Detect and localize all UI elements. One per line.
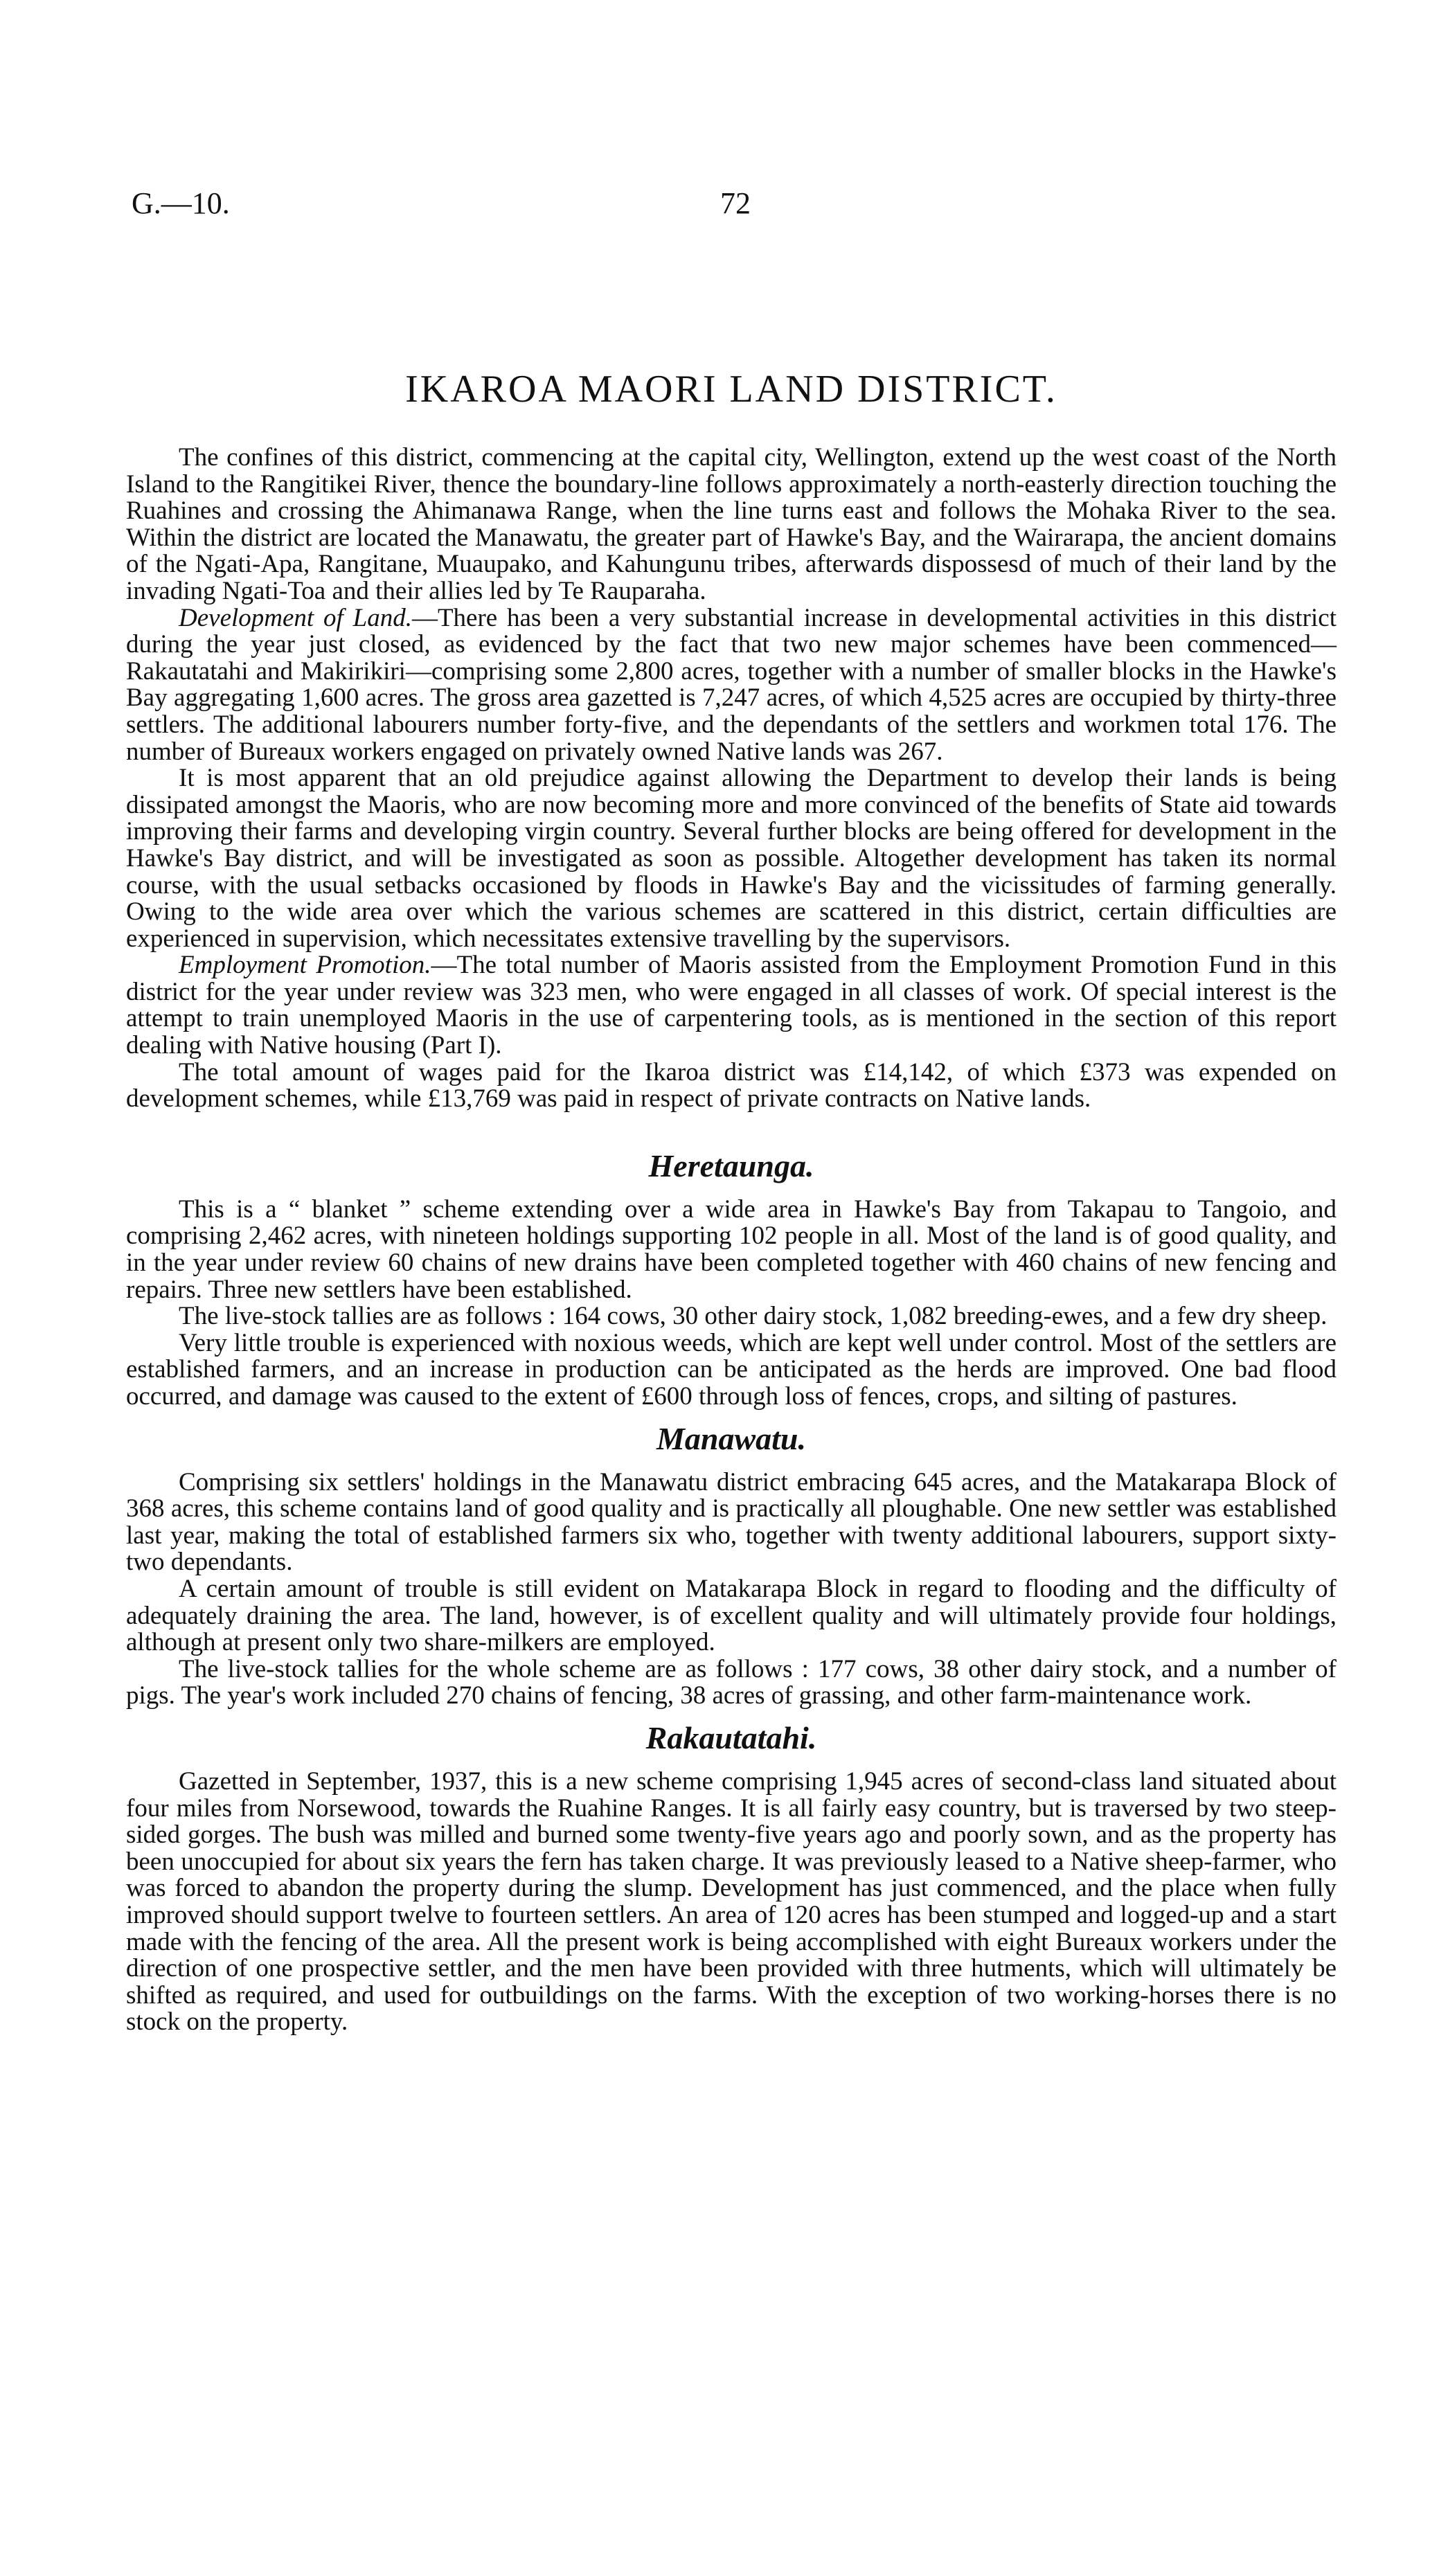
section-paragraph: Very little trouble is experienced with noxious weeds, which are kept well under control. Most of the settlers are established farmers, and an increase in production can be anticipated as the herds are improved. One bad flood occurred, and damage was caused to the extent of £600 through loss of fences, crops, and silting of pastures.	[126, 1328, 1337, 1411]
section-paragraph: Comprising six settlers' holdings in the Manawatu district embracing 645 acres, and the Matakarapa Block of 368 acres, this scheme contains land of good quality and is practically all ploughable. One new settler was established last year, making the total of established farmers six who, together with twenty additional labourers, support sixty-two dependants.	[126, 1467, 1337, 1577]
page-title: IKAROA MAORI LAND DISTRICT.	[405, 368, 1057, 411]
page-content	[126, 367, 1337, 2036]
intro-paragraph: The confines of this district, commencing at the capital city, Wellington, extend up the west coast of the North Island to the Rangitikei River, thence the boundary-line follows approximately a north-easterly direction touching the Ruahines and crossing the Ahimanawa Range, when the line turns east and follows the Mohaka River to the sea. Within the district are located the Manawatu, the greater part of Hawke's Bay, and the Wairarapa, the ancient domains of the Ngati-Apa, Rangitane, Muaupako, and Kahungunu tribes, afterwards dispossesd of much of their land by the invading Ngati-Toa and their allies led by Te Rauparaha.	[126, 443, 1337, 605]
section-heading-manawatu: Manawatu.	[656, 1420, 807, 1456]
employment-promotion-paragraph: Employment Promotion.—The total number of Maoris assisted from the Employment Promotion Fund in this district for the year under review was 323 men, who were engaged in all classes of work. Of special interest is the attempt to train unemployed Maoris in the use of carpentering tools, as is mentioned in the section of this report dealing with Native housing (Part I).	[126, 951, 1337, 1060]
document-reference: G.—10.	[132, 186, 230, 220]
section-paragraph: The live-stock tallies are as follows : 164 cows, 30 other dairy stock, 1,082 breeding-ewes, and a few dry sheep.	[179, 1302, 1328, 1331]
section-paragraph: A certain amount of trouble is still evident on Matakarapa Block in regard to flooding and the difficulty of adequately draining the area. The land, however, is of excellent quality and will ultimately provide four holdings, although at present only two share-milkers are employed.	[126, 1574, 1337, 1657]
section-paragraph: Gazetted in September, 1937, this is a new scheme comprising 1,945 acres of second-class land situated about four miles from Norsewood, towards the Ruahine Ranges. It is all fairly easy country, but is traversed by two steep-sided gorges. The bush was milled and burned some twenty-five years ago and poorly sown, and as the property has been unoccupied for about six years the fern has taken charge. It was previously leased to a Native sheep-farmer, who was forced to abandon the property during the slump. Development has just commenced, and the place when fully improved should support twelve to fourteen settlers. An area of 120 acres has been stumped and logged-up and a start made with the fencing of the area. All the present work is being accomplished with eight Bureaux workers under the direction of one prospective settler, and the men have been provided with three hutments, which will ultimately be shifted as required, and used for outbuildings on the farms. With the exception of two working-horses there is no stock on the property.	[126, 1766, 1337, 2037]
section-heading-rakautatahi: Rakautatahi.	[645, 1719, 817, 1755]
intro-paragraph: The total amount of wages paid for the Ikaroa district was £14,142, of which £373 was expended on development schemes, while £13,769 was paid in respect of private contracts on Native lands.	[126, 1057, 1337, 1113]
section-heading-heretaunga: Heretaunga.	[648, 1147, 814, 1183]
page-number: 72	[720, 186, 751, 220]
section-paragraph: The live-stock tallies for the whole scheme are as follows : 177 cows, 38 other dairy stock, and a number of pigs. The year's work included 270 chains of fencing, 38 acres of grassing, and other farm-maintenance work.	[126, 1654, 1337, 1710]
development-of-land-paragraph: Development of Land.—There has been a very substantial increase in developmental activities in this district during the year just closed, as evidenced by the fact that two new major schemes have been commenced—Rakautatahi and Makirikiri—comprising some 2,800 acres, together with a number of smaller blocks in the Hawke's Bay aggregating 1,600 acres. The gross area gazetted is 7,247 acres, of which 4,525 acres are occupied by thirty-three settlers. The additional labourers number forty-five, and the dependants of the settlers and workmen total 176. The number of Bureaux workers engaged on privately owned Native lands was 267.	[126, 603, 1337, 766]
section-paragraph: This is a “ blanket ” scheme extending over a wide area in Hawke's Bay from Takapau to Tangoio, and comprising 2,462 acres, with nineteen holdings supporting 102 people in all. Most of the land is of good quality, and in the year under review 60 chains of new drains have been completed together with 460 chains of new fencing and repairs. Three new settlers have been established.	[126, 1195, 1337, 1304]
intro-paragraph: It is most apparent that an old prejudice against allowing the Department to develop their lands is being dissipated amongst the Maoris, who are now becoming more and more convinced of the benefits of State aid towards improving their farms and developing virgin country. Several further blocks are being offered for development in the Hawke's Bay district, and will be investigated as soon as possible. Altogether development has taken its normal course, with the usual setbacks occasioned by floods in Hawke's Bay and the vicissitudes of farming generally. Owing to the wide area over which the various schemes are scattered in this district, certain difficulties are experienced in supervision, which necessitates extensive travelling by the supervisors.	[126, 764, 1337, 953]
